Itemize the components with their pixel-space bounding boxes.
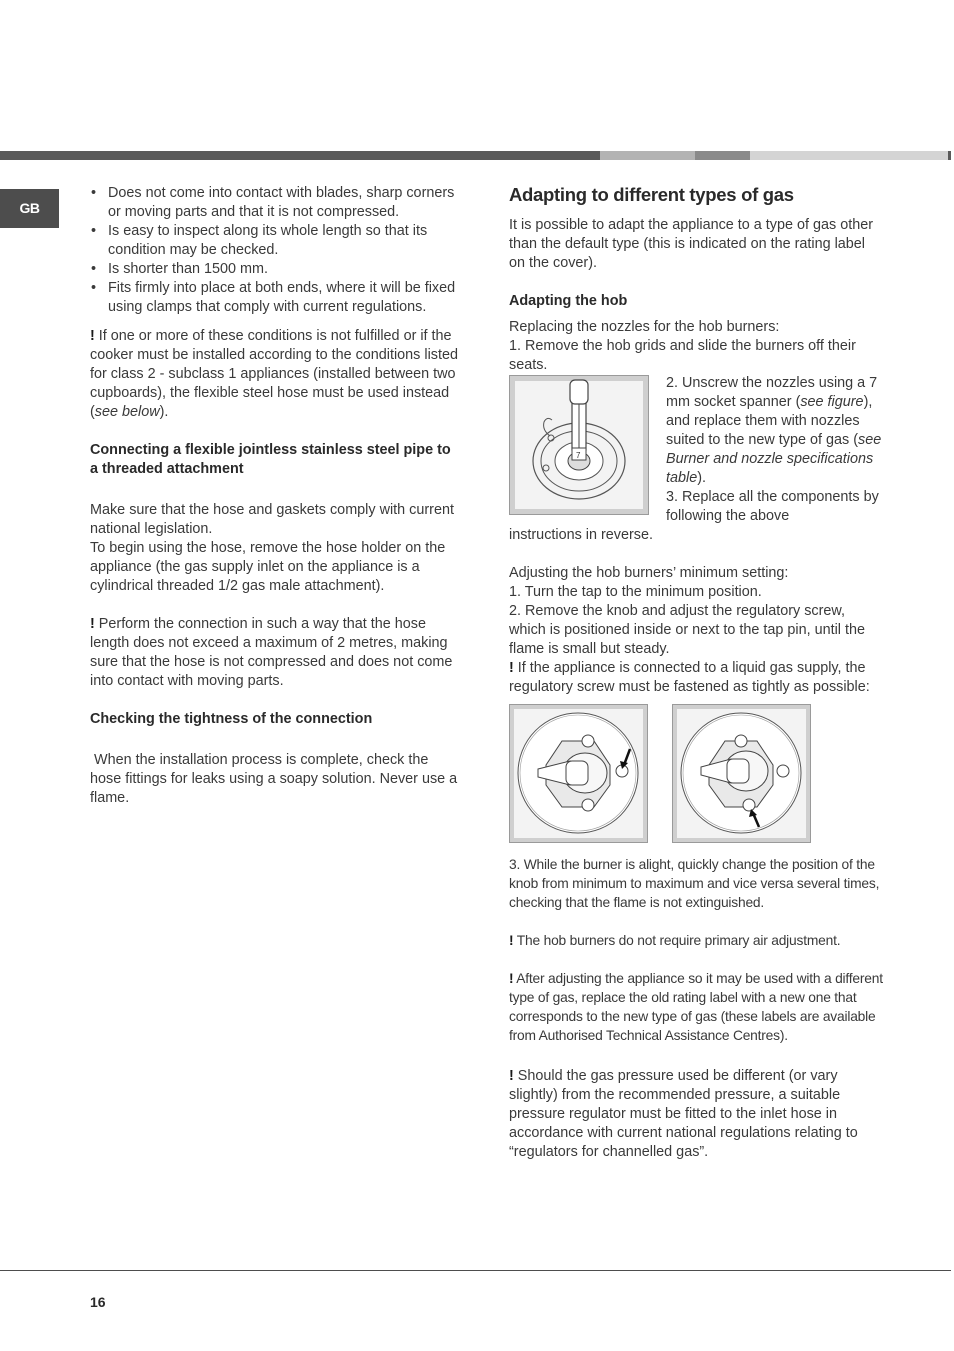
- warning-primary-air: [509, 931, 883, 950]
- tightness-paragraph: When the installation process is complete, check the hose fittings for leaks using a soapy solution. Never use a flame.: [90, 752, 462, 806]
- heading-connecting-pipe: Connecting a flexible jointless stainless steel pipe to a threaded attachment: [90, 442, 451, 477]
- warning-conditions: [90, 327, 462, 422]
- right-column: [509, 184, 883, 1162]
- header-bar-end: [948, 151, 951, 160]
- warning-text-end: ).: [159, 404, 169, 420]
- warning-text: Should the gas pressure used be different (or vary slightly) from the recommended pressure, a suitable pressure regulator must be fitted to the inlet hose in accordance with current national regulations relating to “regulators for channelled gas”.: [509, 1068, 858, 1160]
- warning-mark: !: [509, 971, 514, 986]
- tap-knob-illustration: [510, 705, 647, 842]
- adjust-title: Adjusting the hob burners’ minimum setting:: [509, 565, 789, 581]
- regulator-figure-2: [672, 704, 811, 843]
- warning-mark: !: [509, 1068, 514, 1084]
- step-2-text-c: ).: [697, 470, 707, 486]
- warning-mark: !: [90, 616, 95, 632]
- list-item: • Is easy to inspect along its whole length so that its condition may be checked.: [90, 222, 462, 260]
- header-bar-dark-small: [695, 151, 750, 160]
- warning-mark: !: [90, 328, 95, 344]
- step-3-end: instructions in reverse.: [509, 527, 653, 543]
- header-bar-dark: [0, 151, 600, 160]
- warning-mark: !: [509, 933, 514, 948]
- adjust-step-2: 2. Remove the knob and adjust the regulatory screw, which is positioned inside or next to the tap pin, until the flame is small but steady.: [509, 603, 865, 657]
- footer-rule: [0, 1270, 951, 1271]
- warning-rating-label: [509, 969, 883, 1045]
- section-title: Adapting to different types of gas: [509, 184, 794, 205]
- list-item: • Is shorter than 1500 mm.: [90, 260, 462, 279]
- warning-hose-length: [90, 615, 462, 691]
- warning-liquid-gas: [509, 659, 883, 697]
- list-item: • Does not come into contact with blades, sharp corners or moving parts and that it is not compressed.: [90, 184, 462, 222]
- warning-mark: !: [509, 660, 514, 676]
- nozzle-spanner-illustration: [510, 376, 648, 514]
- step-2-text-b: ), and replace them with nozzles suited to the new type of gas (: [666, 394, 873, 448]
- replace-nozzles-line: Replacing the nozzles for the hob burners:: [509, 319, 780, 335]
- see-table-ref: see Burner and nozzle specifications table: [666, 432, 882, 486]
- left-column: [90, 184, 462, 808]
- adjust-step-1: 1. Turn the tap to the minimum position.: [509, 584, 762, 600]
- page-number: 16: [90, 1294, 106, 1310]
- see-below-ref: see below: [94, 404, 160, 420]
- step-2: [666, 374, 884, 488]
- hose-conditions-list: [90, 184, 462, 317]
- warning-text: If the appliance is connected to a liquid gas supply, the regulatory screw must be fastened as tightly as possible:: [509, 660, 870, 695]
- step-1: 1. Remove the hob grids and slide the burners off their seats.: [509, 338, 856, 373]
- warning-text: If one or more of these conditions is not fulfilled or if the cooker must be installed according to the conditions listed for class 2 - subclass 1 appliances (installed between two cupboards), the flexible steel hose must be used instead (: [90, 328, 458, 420]
- step-3-start: 3. Replace all the components by following the above: [666, 489, 879, 524]
- nozzle-size-label: 7: [576, 451, 581, 460]
- step-2-text: 2. Unscrew the nozzles using a 7 mm socket spanner (: [666, 375, 878, 410]
- regulator-figure-1: [509, 704, 648, 843]
- header-bar-light: [750, 151, 948, 160]
- intro-paragraph: It is possible to adapt the appliance to a type of gas other than the default type (this is indicated on the rating label on the cover).: [509, 217, 874, 271]
- heading-checking-tightness: Checking the tightness of the connection: [90, 711, 373, 727]
- warning-text: Perform the connection in such a way that the hose length does not exceed a maximum of 2 metres, making sure that the hose is not compressed and does not come into contact with moving parts.: [90, 616, 453, 689]
- header-bar-mid: [600, 151, 695, 160]
- tap-knob-illustration: [673, 705, 810, 842]
- warning-text: The hob burners do not require primary air adjustment.: [513, 933, 841, 948]
- language-tab: GB: [0, 189, 59, 228]
- warning-gas-pressure: [509, 1067, 883, 1162]
- step-3-alight: 3. While the burner is alight, quickly change the position of the knob from minimum to maximum and vice versa several times, checking that the flame is not extinguished.: [509, 857, 880, 910]
- heading-adapting-hob: Adapting the hob: [509, 293, 628, 309]
- list-item: • Fits firmly into place at both ends, where it will be fixed using clamps that comply with current regulations.: [90, 279, 462, 317]
- see-figure-ref: see figure: [800, 394, 864, 410]
- connect-paragraph-2: To begin using the hose, remove the hose holder on the appliance (the gas supply inlet on the appliance is a cylindrical threaded 1/2 gas male attachment).: [90, 540, 446, 594]
- warning-text: After adjusting the appliance so it may be used with a different type of gas, replace the old rating label with a new one that corresponds to the new type of gas (these labels are available from Authorised Technical Assistance Centres).: [509, 971, 883, 1043]
- regulator-figures: [509, 704, 883, 855]
- connect-paragraph-1: Make sure that the hose and gaskets comply with current national legislation.: [90, 502, 454, 537]
- spanner-figure-block: [509, 375, 883, 532]
- spanner-figure: [509, 375, 649, 515]
